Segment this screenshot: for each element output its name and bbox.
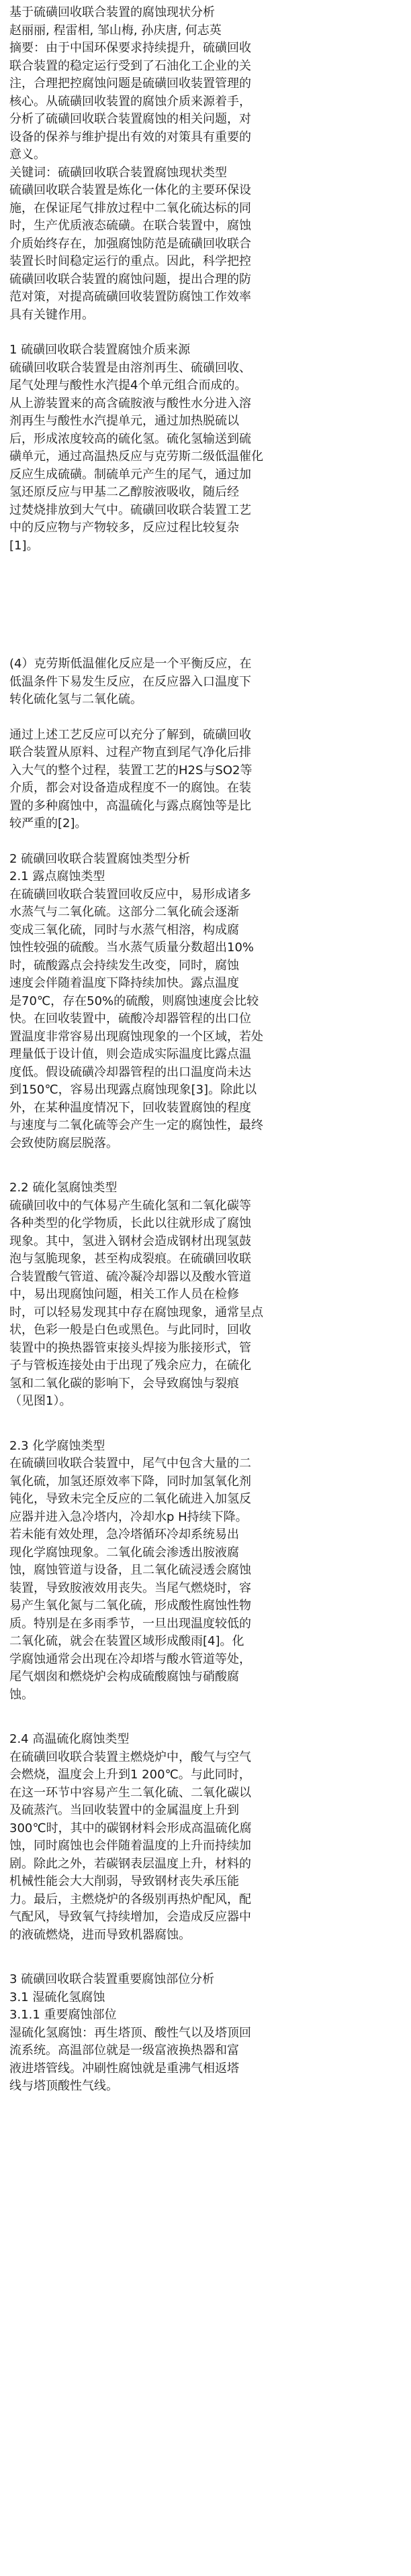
article-abstract: 摘要：由于中国环保要求持续提升，硫磺回收 联合装置的稳定运行受到了石油化工企业的关 注，合理把控腐蚀问题是硫磺回收装置管理的 核心。从硫磺回收装置的腐蚀介质来源着手， 分析了硫磺回收联合装置腐蚀的相关问题，对 设备的保养与维护提出有效的对策具有重要的 意义。 (9, 41, 251, 162)
section-3-1-heading: 3.1 湿硫化氢腐蚀 (9, 1990, 105, 2004)
article-authors: 赵丽丽, 程雷相, 邹山梅, 孙庆唐, 何志英 (9, 23, 222, 38)
equation-blank-area (9, 555, 402, 655)
section-2-4-heading: 2.4 高温硫化腐蚀类型 (9, 1732, 130, 1746)
section-2-heading: 2 硫磺回收联合装置腐蚀类型分析 (9, 851, 191, 866)
section-1-heading: 1 硫磺回收联合装置腐蚀介质来源 (9, 343, 191, 357)
section-2-4-paragraph: 在硫磺回收联合装置主燃烧炉中，酸气与空气 会燃烧，温度会上升到1 200℃。与此同时， 在这一环节中容易产生二氧化硫、二氧化碳以 及硫蒸汽。当回收装置中的金属温度上升到 300℃时，其中的碳钢材料会形成高温硫化腐 蚀，同时腐蚀也会伴随着温度的上升而持续加 剧。除此之外，若碳钢表层温度上升，材料的 机械性能会大大削弱，导致钢材丧失承压能 力。最后，主燃烧炉的各级别再热炉配风，配 气配风，导致氧气持续增加，会造成反应器中 的液硫燃烧，进而导致机器腐蚀。 (9, 1750, 252, 1942)
section-2-3-heading: 2.3 化学腐蚀类型 (9, 1438, 105, 1453)
section-3-heading: 3 硫磺回收联合装置重要腐蚀部位分析 (9, 1972, 215, 1986)
section-2-2-heading: 2.2 硫化氢腐蚀类型 (9, 1181, 118, 1195)
article-keywords: 关键词：硫磺回收联合装置腐蚀现状类型 (9, 165, 227, 180)
section-3-1-1-heading: 3.1.1 重要腐蚀部位 (9, 2008, 117, 2022)
section-1-paragraph-1: 硫磺回收联合装置是由溶剂再生、硫磺回收、 尾气处理与酸性水汽提4个单元组合而成的。 从上游装置来的高含硫胺液与酸性水分进入溶 剂再生与酸性水汽提单元，通过加热脱硫以 后，形成浓度较高的硫化氢。硫化氢输送到硫 磺单元，通过高温热反应与克劳斯二级低温催化 反应生成硫磺。制硫单元产生的尾气，通过加 氢还原反应与甲基二乙醇胺液吸收，随后经 过焚烧排放到大气中。硫磺回收联合装置工艺 中的反应物与产物较多，反应过程比较复杂 [1]。 (9, 360, 263, 553)
section-2-1-paragraph: 在硫磺回收联合装置回收反应中，易形成诸多 水蒸气与二氧化硫。这部分二氧化硫会逐渐 变成三氧化硫，同时与水蒸气相溶，构成腐 蚀性较强的硫酸。当水蒸气质量分数超出10% 时，硫酸露点会持续发生改变，同时，腐蚀 速度会伴随着温度下降持续加快。露点温度 是70℃，存在50%的硫酸，则腐蚀速度会比较 快。在回收装置中，硫酸冷却器管程的出口位 置温度非常容易出现腐蚀现象的一个区域，若处 理量低于设计值，则会造成实际温度比露点温 度低。假设硫磺冷却器管程的出口温度尚未达 到150℃，容易出现露点腐蚀现象[3]。除此以 外，在某种温度情况下，回收装置腐蚀的程度 与速度与二氧化硫等会产生一定的腐蚀性，最终 会致使防腐层脱落。 (9, 887, 263, 1150)
section-2-2-paragraph: 硫磺回收中的气体易产生硫化氢和二氧化碳等 各种类型的化学物质，长此以往就形成了腐蚀 现象。其中，氢进入钢材会造成钢材出现氢鼓 泡与氢脆现象，甚至构成裂痕。在硫磺回收联 合装置酸气管道、硫冷凝冷却器以及酸水管道 中，易出现腐蚀问题，相关工作人员在检修 时，可以轻易发现其中存在腐蚀现象，通常呈点 状，色彩一般是白色或黑色。与此同时，回收 装置中的换热器管束接头焊接为胀接形式，管 子与管板连接处由于出现了残余应力，在硫化 氢和二氧化碳的影响下，会导致腐蚀与裂痕 （见图1）。 (9, 1198, 263, 1408)
section-2-3-paragraph: 在硫磺回收联合装置中，尾气中包含大量的二 氧化硫，加氢还原效率下降，同时加氢氧化剂 钝化，导致未完全反应的二氧化硫进入加氢反 应器并进入急冷塔内，冷却水p H持续下降。 若未能有效处理，急冷塔循环冷却系统易出 现化学腐蚀现象。二氧化硫会渗透出胺液腐 蚀，腐蚀管道与设备，且二氧化硫浸透会腐蚀 装置，导致胺液效用丧失。当尾气燃烧时，容 易产生氧化氮与二氧化硫，形成酸性腐蚀性物 质。特别是在多雨季节，一旦出现温度较低的 二氧化硫，就会在装置区域形成酸雨[4]。化 学腐蚀通常会出现在冷却塔与酸水管道等处， 尾气烟囱和燃烧炉会构成硫酸腐蚀与硝酸腐 蚀。 (9, 1456, 251, 1702)
article-title: 基于硫磺回收联合装置的腐蚀现状分析 (9, 5, 215, 19)
section-1-paragraph-2: (4）克劳斯低温催化反应是一个平衡反应，在 低温条件下易发生反应，在反应器入口温度下 转化硫化氢与二氧化硫。 (9, 657, 252, 706)
section-3-1-1-paragraph: 湿硫化氢腐蚀：再生塔顶、酸性气以及塔顶回 流系统。高温部位就是一级富液换热器和富 液进塔管线。冲刷性腐蚀就是重沸气相返塔 线与塔顶酸性气线。 (9, 2025, 251, 2093)
section-1-paragraph-3: 通过上述工艺反应可以充分了解到，硫磺回收 联合装置从原料、过程产物直到尾气净化后排 入大气的整个过程，装置工艺的H2S与SO2等 介质，都会对设备造成程度不一的腐蚀。在装 置的多种腐蚀中，高温硫化与露点腐蚀等是比 较严重的[2]。 (9, 727, 253, 830)
intro-paragraph: 硫磺回收联合装置是炼化一体化的主要环保设 施，在保证尾气排放过程中二氧化硫达标的同 时，生产优质液态硫磺。在联合装置中，腐蚀 介质始终存在，加强腐蚀防范是硫磺回收联合 装置长时间稳定运行的重点。因此，科学把控 硫磺回收联合装置的腐蚀问题，提出合理的防 范对策，对提高硫磺回收装置防腐蚀工作效率 具有关键作用。 (9, 183, 251, 322)
section-2-1-heading: 2.1 露点腐蚀类型 (9, 869, 105, 883)
